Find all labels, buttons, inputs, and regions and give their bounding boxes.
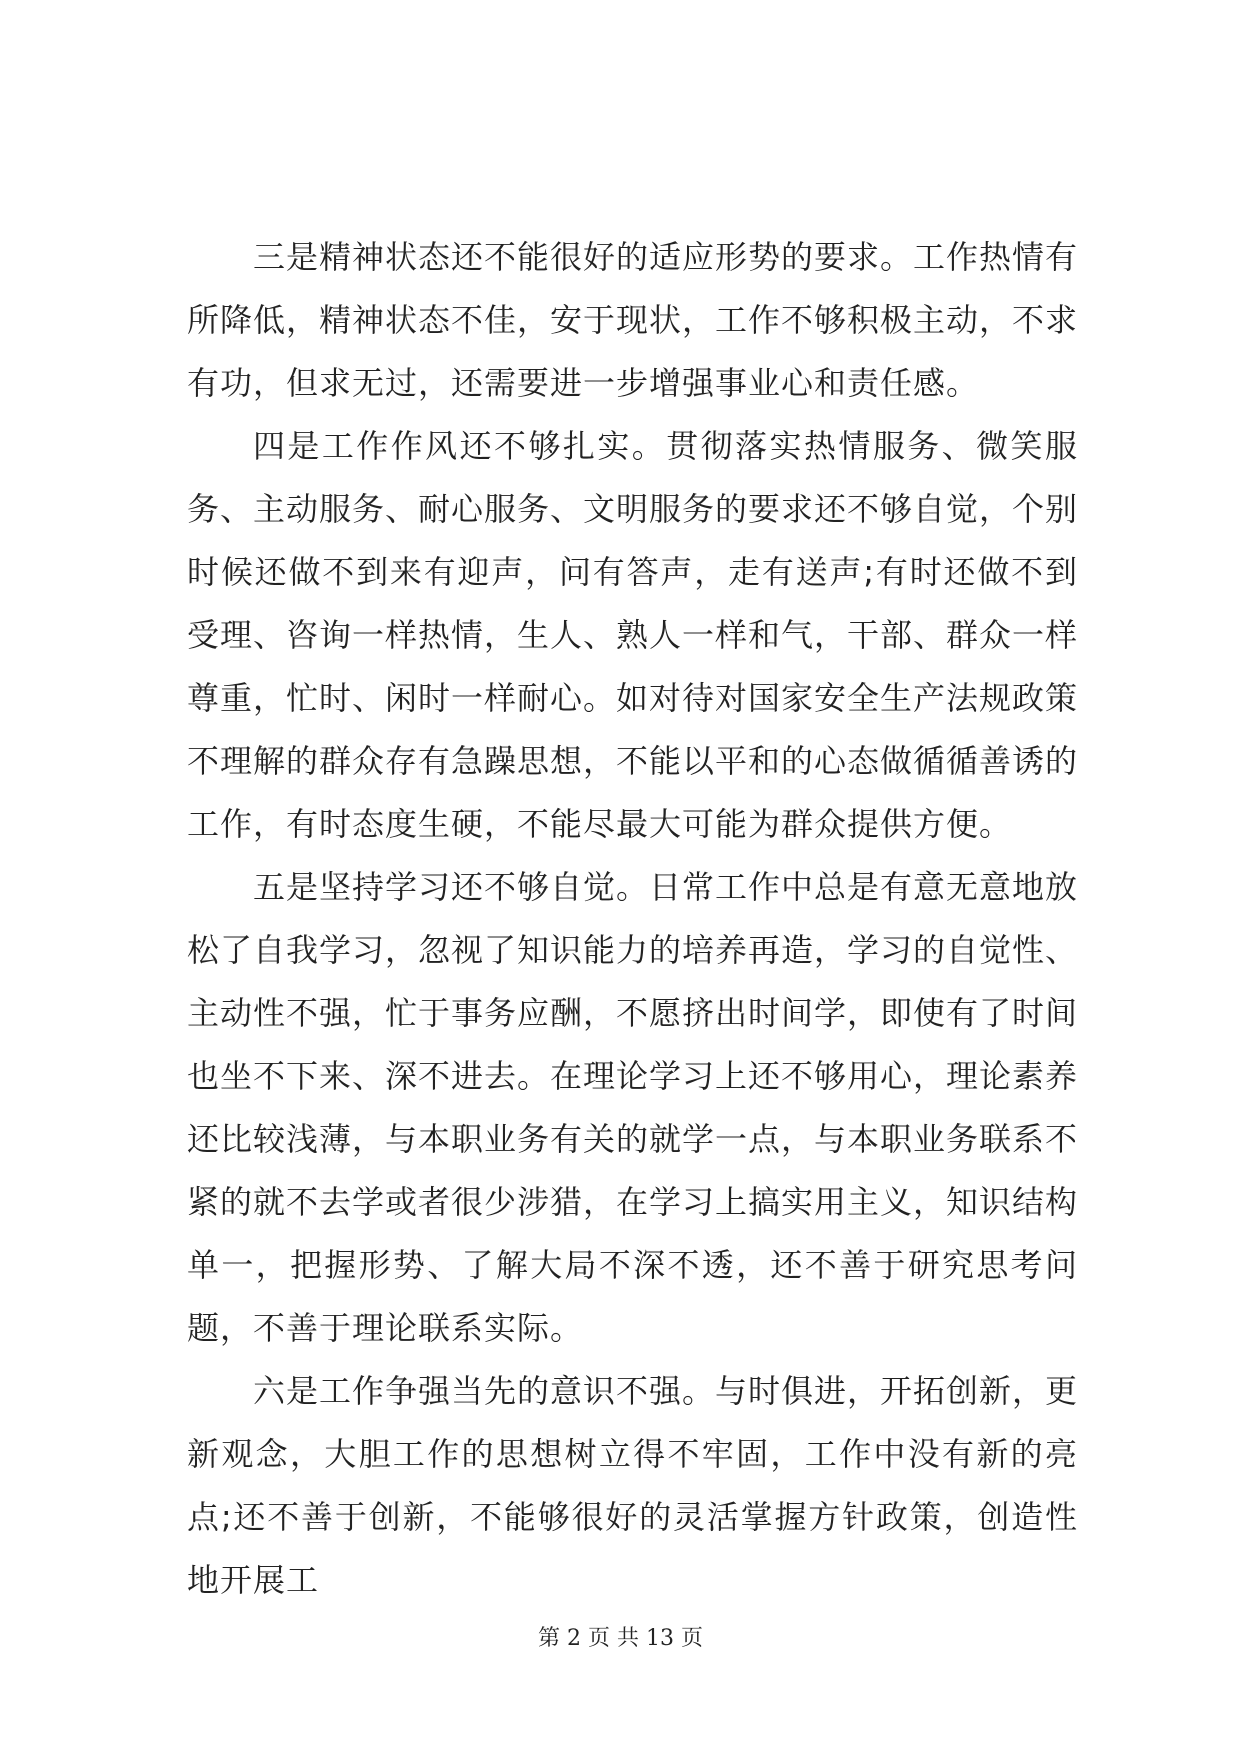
paragraph-3: 三是精神状态还不能很好的适应形势的要求。工作热情有所降低，精神状态不佳，安于现状，工作不够积极主动，不求有功，但求无过，还需要进一步增强事业心和责任感。	[187, 238, 1079, 402]
paragraph-6: 六是工作争强当先的意识不强。与时俱进，开拓创新，更新观念，大胆工作的思想树立得不牢固，工作中没有新的亮点;还不善于创新，不能够很好的灵活掌握方针政策，创造性地开展工	[187, 1372, 1079, 1599]
paragraph-5: 五是坚持学习还不够自觉。日常工作中总是有意无意地放松了自我学习，忽视了知识能力的培养再造，学习的自觉性、主动性不强，忙于事务应酬，不愿挤出时间学，即使有了时间也坐不下来、深不进去。在理论学习上还不够用心，理论素养还比较浅薄，与本职业务有关的就学一点，与本职业务联系不紧的就不去学或者很少涉猎，在学习上搞实用主义，知识结构单一，把握形势、了解大局不深不透，还不善于研究思考问题，不善于理论联系实际。	[187, 868, 1079, 1347]
paragraph-4: 四是工作作风还不够扎实。贯彻落实热情服务、微笑服务、主动服务、耐心服务、文明服务的要求还不够自觉，个别时候还做不到来有迎声，问有答声，走有送声;有时还做不到受理、咨询一样热情，生人、熟人一样和气，干部、群众一样尊重，忙时、闲时一样耐心。如对待对国家安全生产法规政策不理解的群众存有急躁思想，不能以平和的心态做循循善诱的工作，有时态度生硬，不能尽最大可能为群众提供方便。	[187, 427, 1079, 843]
document-body	[187, 226, 1078, 1612]
page-number-footer: 第 2 页 共 13 页	[538, 1626, 703, 1651]
